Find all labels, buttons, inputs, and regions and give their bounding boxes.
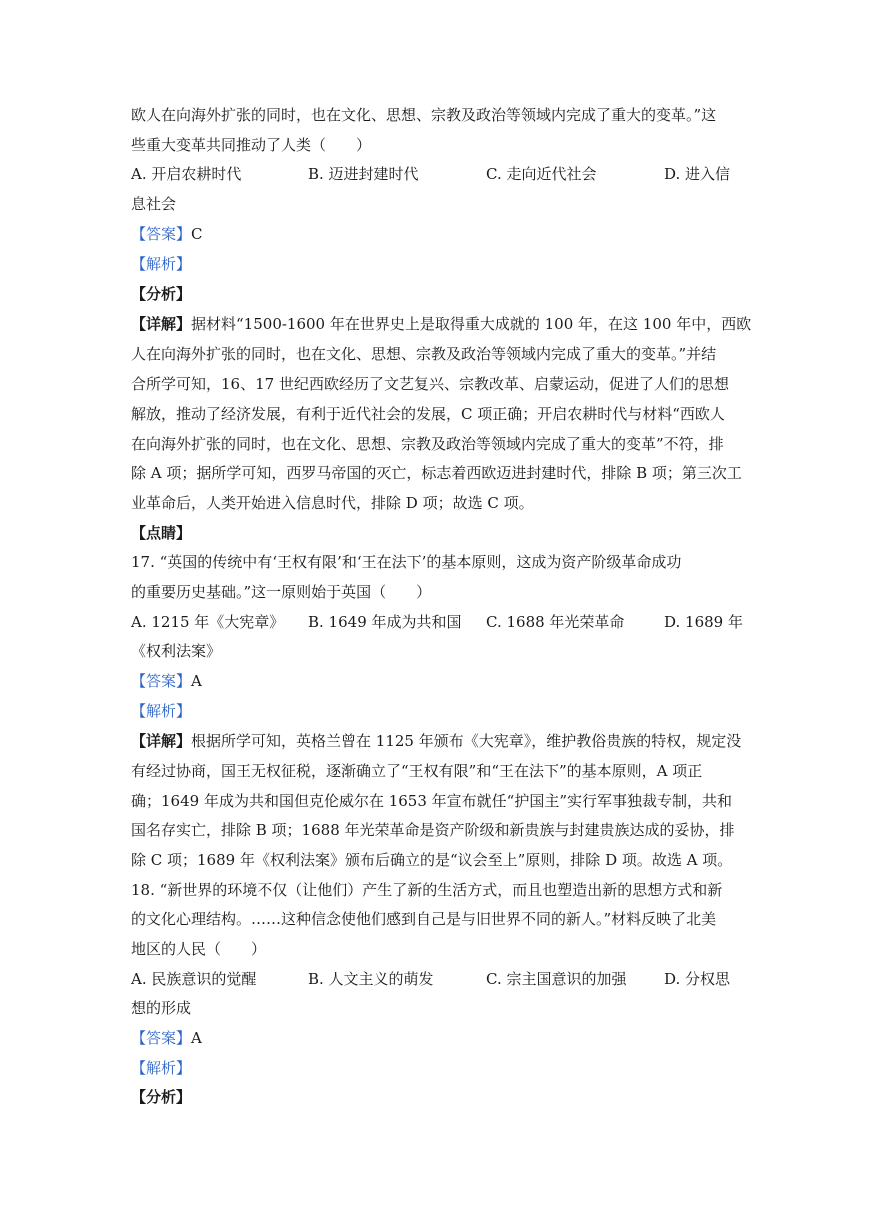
q17-answer bbox=[131, 671, 202, 691]
q16-detail-line-3: 合所学可知，16、17 世纪西欧经历了文艺复兴、宗教改革、启蒙运动，促进了人们的思想 bbox=[131, 375, 729, 393]
q17-detail-line-4: 国名存实亡，排除 B 项；1688 年光荣革命是资产阶级和新贵族与封建贵族达成的妥协，排 bbox=[131, 821, 735, 839]
q18-option-d-continued: 想的形成 bbox=[131, 999, 192, 1017]
answer-value: A bbox=[191, 672, 202, 690]
q16-detail-line-4: 解放，推动了经济发展，有利于近代社会的发展，C 项正确；开启农耕时代与材料“西欧人 bbox=[131, 405, 725, 423]
q18-option-d: D. 分权思 bbox=[664, 970, 731, 988]
q17-analysis-label: 【解析】 bbox=[131, 702, 192, 720]
q17-detail-line-5: 除 C 项；1689 年《权利法案》颁布后确立的是“议会至上”原则，排除 D 项。故选 A 项。 bbox=[131, 851, 733, 869]
q17-detail-line-1 bbox=[131, 731, 741, 751]
q16-answer bbox=[131, 224, 203, 244]
q18-options bbox=[131, 969, 737, 989]
answer-value: C bbox=[191, 225, 203, 243]
detail-text: 据材料“1500-1600 年在世界史上是取得重大成就的 100 年，在这 100 年中，西欧 bbox=[191, 315, 752, 333]
q17-option-d-continued: 《权利法案》 bbox=[131, 642, 222, 660]
q16-dianjing-label: 【点睛】 bbox=[131, 524, 192, 542]
q17-detail-line-3: 确；1649 年成为共和国但克伦威尔在 1653 年宣布就任“护国主”实行军事独裁专制，共和 bbox=[131, 792, 732, 810]
q16-detail-line-5: 在向海外扩张的同时，也在文化、思想、宗教及政治等领域内完成了重大的变革”不符，排 bbox=[131, 435, 724, 453]
q18-answer bbox=[131, 1028, 202, 1048]
q16-detail-line-6: 除 A 项；据所学可知，西罗马帝国的灭亡，标志着西欧迈进封建时代，排除 B 项；第三次工 bbox=[131, 464, 742, 482]
q16-option-d: D. 进入信 bbox=[664, 165, 731, 183]
q17-options bbox=[131, 612, 743, 632]
q17-stem-line-2: 的重要历史基础。”这一原则始于英国（ ） bbox=[131, 583, 432, 601]
answer-value: A bbox=[191, 1029, 202, 1047]
detail-label: 【详解】 bbox=[131, 315, 192, 333]
q16-options bbox=[131, 164, 737, 184]
q17-option-d: D. 1689 年 bbox=[664, 613, 743, 631]
q18-analysis-label: 【解析】 bbox=[131, 1059, 192, 1077]
q17-option-a: A. 1215 年《大宪章》 bbox=[131, 613, 285, 631]
q17-detail-line-2: 有经过协商，国王无权征税，逐渐确立了“王权有限”和“王在法下”的基本原则，A 项正 bbox=[131, 762, 703, 780]
q17-option-c: C. 1688 年光荣革命 bbox=[486, 613, 625, 631]
q16-option-a: A. 开启农耕时代 bbox=[131, 165, 242, 183]
q16-analysis-label: 【解析】 bbox=[131, 255, 192, 273]
q18-option-c: C. 宗主国意识的加强 bbox=[486, 970, 627, 988]
detail-text: 根据所学可知，英格兰曾在 1125 年颁布《大宪章》，维护教俗贵族的特权，规定没 bbox=[191, 732, 742, 750]
q17-stem-line-1: 17. “英国的传统中有‘王权有限’和‘王在法下’的基本原则，这成为资产阶级革命成功 bbox=[131, 553, 682, 571]
q18-stem-line-2: 的文化心理结构。……这种信念使他们感到自己是与旧世界不同的新人。”材料反映了北美 bbox=[131, 910, 717, 928]
q16-option-d-continued: 息社会 bbox=[131, 195, 177, 213]
q18-option-a: A. 民族意识的觉醒 bbox=[131, 970, 257, 988]
q18-option-b: B. 人文主义的萌发 bbox=[308, 970, 434, 988]
q16-fenxi-label: 【分析】 bbox=[131, 285, 192, 303]
q16-detail-line-2: 人在向海外扩张的同时，也在文化、思想、宗教及政治等领域内完成了重大的变革。”并结 bbox=[131, 345, 717, 363]
q16-detail-line-7: 业革命后，人类开始进入信息时代，排除 D 项；故选 C 项。 bbox=[131, 494, 534, 512]
q16-option-c: C. 走向近代社会 bbox=[486, 165, 597, 183]
q16-stem-line-2: 些重大变革共同推动了人类（ ） bbox=[131, 136, 372, 154]
q18-stem-line-1: 18. “新世界的环境不仅（让他们）产生了新的生活方式，而且也塑造出新的思想方式和新 bbox=[131, 881, 723, 899]
answer-label: 【答案】 bbox=[131, 672, 192, 690]
detail-label: 【详解】 bbox=[131, 732, 192, 750]
q18-fenxi-label: 【分析】 bbox=[131, 1088, 192, 1106]
answer-label: 【答案】 bbox=[131, 225, 192, 243]
q16-detail-line-1 bbox=[131, 314, 751, 334]
answer-label: 【答案】 bbox=[131, 1029, 192, 1047]
q17-option-b: B. 1649 年成为共和国 bbox=[308, 613, 462, 631]
q16-stem-line-1: 欧人在向海外扩张的同时，也在文化、思想、宗教及政治等领域内完成了重大的变革。”这 bbox=[131, 106, 717, 124]
q16-option-b: B. 迈进封建时代 bbox=[308, 165, 419, 183]
q18-stem-line-3: 地区的人民（ ） bbox=[131, 940, 267, 958]
